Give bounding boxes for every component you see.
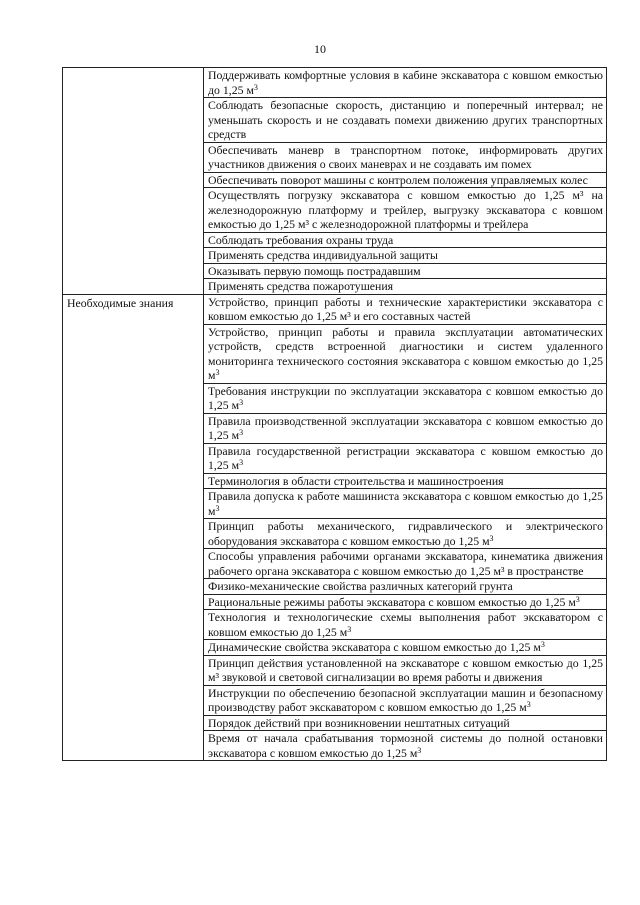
item-text: Инструкции по обеспечению безопасной эксплуатации машин и безопасному производству работ экскаватором с ковшом емкостью до 1,25 м <box>208 685 603 714</box>
unit-superscript: 3 <box>489 533 494 543</box>
category-cell <box>63 413 204 443</box>
item-cell <box>204 142 607 172</box>
category-cell <box>63 443 204 473</box>
unit-superscript: 3 <box>526 700 531 709</box>
category-label: Необходимые знания <box>67 295 174 310</box>
unit-superscript: 3 <box>347 624 352 634</box>
item-text: Поддерживать комфортные условия в кабине экскаватора с ковшом емкостью до 1,25 м <box>208 68 603 97</box>
category-cell <box>63 232 204 248</box>
table-row <box>63 519 607 549</box>
item-cell <box>204 594 607 610</box>
category-cell <box>63 98 204 143</box>
unit-superscript: 3 <box>215 503 220 513</box>
item-text: Применять средства пожаротушения <box>208 279 394 293</box>
item-text: Рациональные режимы работы экскаватора с ковшом емкостью до 1,25 м <box>208 594 576 609</box>
unit-superscript: 3 <box>239 398 244 407</box>
item-text: Требования инструкции по эксплуатации экскаватора с ковшом емкостью до 1,25 м <box>208 383 603 412</box>
item-cell <box>204 579 607 595</box>
category-cell <box>63 172 204 188</box>
table-row <box>63 579 607 595</box>
category-cell <box>63 579 204 595</box>
item-text: Соблюдать безопасные скорость, дистанцию и поперечный интервал; не уменьшать скорость и не создавать помехи движению других транспортных средств <box>208 98 603 141</box>
item-text: Обеспечивать маневр в транспортном потоке, информировать других участников движения о своих маневрах и не создавать им помех <box>208 142 603 171</box>
table-row <box>63 142 607 172</box>
item-text: Физико-механические свойства различных категорий грунта <box>208 579 513 593</box>
table-row <box>63 294 607 324</box>
category-cell <box>63 188 204 233</box>
table-row <box>63 489 607 519</box>
item-text: Правила допуска к работе машиниста экскаватора с ковшом емкостью до 1,25 м <box>208 489 603 518</box>
item-cell <box>204 731 607 761</box>
item-text: Обеспечивать поворот машины с контролем положения управляемых колес <box>208 172 588 187</box>
category-cell <box>63 685 204 715</box>
table-body <box>63 68 607 761</box>
item-cell <box>204 519 607 549</box>
item-cell <box>204 489 607 519</box>
item-cell <box>204 715 607 731</box>
item-cell <box>204 655 607 685</box>
table-row <box>63 248 607 264</box>
item-cell <box>204 68 607 98</box>
table-row <box>63 98 607 143</box>
table-row <box>63 655 607 685</box>
table-row <box>63 473 607 489</box>
item-cell <box>204 279 607 295</box>
table-row <box>63 640 607 656</box>
item-text: Осуществлять погрузку экскаватора с ковшом емкостью до 1,25 м³ на железнодорожную платформу и трейлер, выгрузку экскаватора с ковшом емкостью до 1,25 м³ с железнодорожной платформы и трейлера <box>208 188 603 231</box>
item-cell <box>204 685 607 715</box>
table-row <box>63 324 607 383</box>
category-cell <box>63 489 204 519</box>
unit-superscript: 3 <box>215 368 220 377</box>
unit-superscript: 3 <box>239 458 244 467</box>
category-cell <box>63 519 204 549</box>
item-cell <box>204 610 607 640</box>
unit-superscript: 3 <box>575 594 580 604</box>
item-text: Правила производственной эксплуатации экскаватора с ковшом емкостью до 1,25 м <box>208 413 603 442</box>
item-cell <box>204 172 607 188</box>
item-text: Время от начала срабатывания тормозной системы до полной остановки экскаватора с ковшом емкостью до 1,25 м <box>208 731 603 760</box>
table-row <box>63 443 607 473</box>
item-text: Оказывать первую помощь пострадавшим <box>208 263 421 278</box>
category-cell <box>63 549 204 579</box>
category-cell <box>63 610 204 640</box>
item-cell <box>204 294 607 324</box>
item-text: Устройство, принцип работы и правила эксплуатации автоматических устройств, средств встроенной диагностики и систем удаленного мониторинга технического состояния экскаватора с ковшом емкостью до 1,25 м <box>208 324 603 382</box>
category-cell <box>63 68 204 98</box>
requirements-table <box>62 67 607 761</box>
table-row <box>63 172 607 188</box>
category-cell <box>63 640 204 656</box>
table-row <box>63 685 607 715</box>
unit-superscript: 3 <box>417 745 422 755</box>
item-cell <box>204 188 607 233</box>
item-cell <box>204 98 607 143</box>
table-row <box>63 188 607 233</box>
item-cell <box>204 549 607 579</box>
table-row <box>63 610 607 640</box>
item-text: Динамические свойства экскаватора с ковшом емкостью до 1,25 м <box>208 640 541 654</box>
item-cell <box>204 473 607 489</box>
category-cell <box>63 263 204 279</box>
category-cell <box>63 731 204 761</box>
item-text: Технология и технологические схемы выполнения работ экскаватором с ковшом емкостью до 1,25 м <box>208 610 603 639</box>
table-row <box>63 413 607 443</box>
item-cell <box>204 232 607 248</box>
item-text: Соблюдать требования охраны труда <box>208 232 394 247</box>
category-cell <box>63 248 204 264</box>
unit-superscript: 3 <box>253 82 258 92</box>
category-cell <box>63 655 204 685</box>
category-cell <box>63 142 204 172</box>
unit-superscript: 3 <box>239 428 244 437</box>
table-row <box>63 715 607 731</box>
item-cell <box>204 413 607 443</box>
item-text: Принцип действия установленной на экскаваторе с ковшом емкостью до 1,25 м³ звуковой и световой сигнализации во время работы и движения <box>208 655 603 684</box>
category-cell <box>63 715 204 731</box>
category-cell <box>63 324 204 383</box>
table-row <box>63 279 607 295</box>
table-row <box>63 263 607 279</box>
table-row <box>63 68 607 98</box>
category-cell <box>63 383 204 413</box>
category-cell <box>63 279 204 295</box>
item-cell <box>204 248 607 264</box>
item-text: Порядок действий при возникновении нештатных ситуаций <box>208 715 510 730</box>
item-cell <box>204 383 607 413</box>
table-row <box>63 232 607 248</box>
item-text: Применять средства индивидуальной защиты <box>208 248 438 262</box>
table-row <box>63 383 607 413</box>
category-cell <box>63 594 204 610</box>
item-cell <box>204 640 607 656</box>
item-cell <box>204 324 607 383</box>
item-cell <box>204 443 607 473</box>
unit-superscript: 3 <box>540 640 545 649</box>
item-cell <box>204 263 607 279</box>
item-text: Устройство, принцип работы и технические характеристики экскаватора с ковшом емкостью до 1,25 м³ и его составных частей <box>208 294 603 323</box>
table-row <box>63 594 607 610</box>
item-text: Принцип работы механического, гидравлического и электрического оборудования экскаватора с ковшом емкостью до 1,25 м <box>208 519 603 548</box>
table-row <box>63 549 607 579</box>
category-cell <box>63 294 204 324</box>
page-number: 10 <box>314 42 326 56</box>
item-text: Способы управления рабочими органами экскаватора, кинематика движения рабочего органа экскаватора с ковшом емкостью до 1,25 м³ в пространстве <box>208 549 603 578</box>
item-text: Терминология в области строительства и машиностроения <box>208 473 504 488</box>
table-row <box>63 731 607 761</box>
item-text: Правила государственной регистрации экскаватора с ковшом емкостью до 1,25 м <box>208 443 603 472</box>
category-cell <box>63 473 204 489</box>
